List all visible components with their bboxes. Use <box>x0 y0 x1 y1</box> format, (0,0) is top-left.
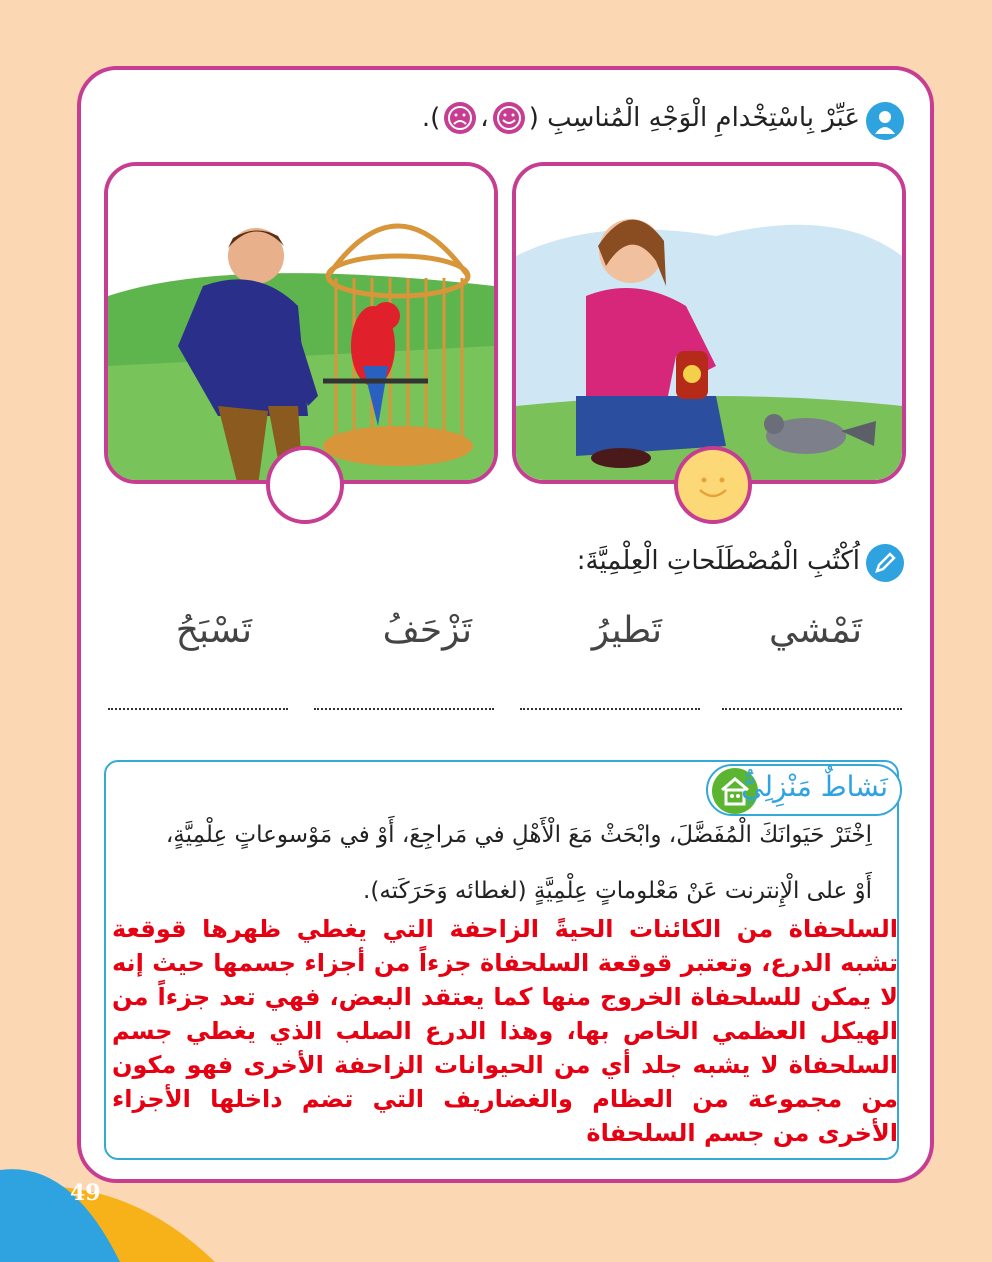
word-swims: تَسْبَحُ <box>175 610 252 651</box>
happy-face-icon <box>493 102 525 134</box>
page-number: 49 <box>70 1180 101 1206</box>
answer-line-2[interactable] <box>520 708 700 710</box>
answer-circle-happy[interactable] <box>674 446 752 524</box>
answer-line-4[interactable] <box>108 708 288 710</box>
answer-circle-empty[interactable] <box>266 446 344 524</box>
pencil-icon <box>866 544 904 582</box>
boy-parrot-illustration <box>108 166 494 480</box>
word-walks: تَمْشي <box>769 610 862 651</box>
instruction-express-face: عَبِّرْ بِاسْتِخْدامِ الْوَجْهِ الْمُناسِبِ ( ، ). <box>421 103 860 133</box>
answer-line-3[interactable] <box>314 708 494 710</box>
scene-boy-parrot <box>104 162 498 484</box>
answer-line-1[interactable] <box>722 708 902 710</box>
activity-line-2: أَوْ على الْإِنترنت عَنْ مَعْلوماتٍ عِلْمِيَّةٍ (لغطائه وَحَرَكَته). <box>363 878 872 904</box>
activity-line-1: اِخْتَرْ حَيَوانَكَ الْمُفَضَّلَ، وابْحَثْ مَعَ الْأَهْلِ في مَراجِعَ، أَوْ في مَوْسوعاتٍ عِلْمِيَّةٍ، <box>165 822 872 848</box>
word-crawls: تَزْحَفُ <box>382 610 472 651</box>
word-flies: تَطيرُ <box>591 610 662 651</box>
instruction-write-terms: اُكْتُبِ الْمُصْطَلَحاتِ الْعِلْمِيَّةَ: <box>576 546 860 576</box>
home-activity-title: نَشاطٌ مَنْزِلِيٌّ <box>741 770 888 803</box>
worker-icon <box>866 102 904 140</box>
handwritten-answer: السلحفاة من الكائنات الحيةً الزاحفة التي يغطي ظهرها قوقعة تشبه الدرع، وتعتبر قوقعة السلحفاة جزءاً من أجزاء جسمها حيث إنه لا يمكن للسلحفاة الخروج منها كما يعتقد البعض، فهي تعد جزءاً من الهيكل العظمي الخاص بها، وهذا الدرع الصلب الذي يغطي جسم السلحفاة لا يشبه جلد أي من الحيوانات الزاحفة الأخرى فهو مكون من مجموعة من العظام والغضاريف التي تضم داخلها الأجزاء الأخرى من جسم السلحفاة <box>112 915 898 1147</box>
girl-pigeon-illustration <box>516 166 902 480</box>
smile-face-icon <box>678 450 748 520</box>
sad-face-icon <box>444 102 476 134</box>
scene-girl-pigeon <box>512 162 906 484</box>
